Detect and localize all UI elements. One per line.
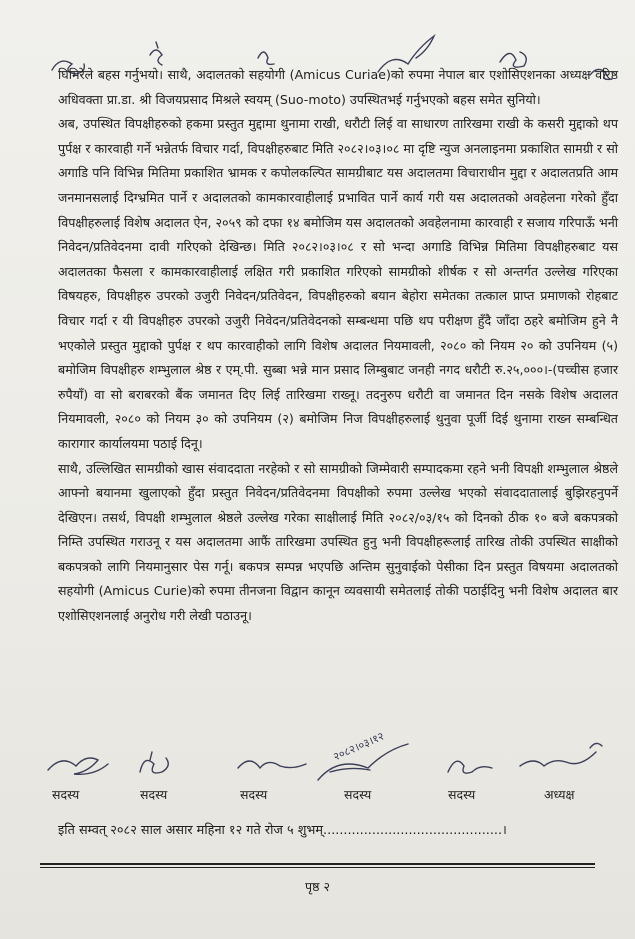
order-body xyxy=(58,63,618,629)
signature-label-member-2: सदस्य xyxy=(140,787,168,802)
signature-1 xyxy=(48,758,108,774)
divider-thin xyxy=(40,867,595,868)
paragraph-3: साथै, उल्लिखित सामग्रीको खास संवाददाता नरहेको र सो सामग्रीको जिम्मेवारी सम्पादकमा रहने भनी विपक्षी शम्भुलाल श्रेष्ठले आफ्नो बयानमा खुलाएको हुँदा प्रस्तुत निवेदन/प्रतिवेदनमा विपक्षीको रुपमा उल्लेख भएको संवाददातालाई बुझिरहनुपर्ने देखिएन। तसर्थ, विपक्षी शम्भुलाल श्रेष्ठले उल्लेख गरेका साक्षीलाई मिति २०८२/०३/१५ को दिनको ठीक १० बजे बकपत्रको निम्ति उपस्थित गराउनू र यस अदालतमा आफैं तारिखमा उपस्थित हुनु भनी विपक्षीहरूलाई तारिख तोकी उपस्थित साक्षीको बकपत्रको लागि नियमानुसार पेस गर्नू। बकपत्र सम्पन्न भएपछि अन्तिम सुनुवाईको पेसीका दिन प्रस्तुत विषयमा अदालतको सहयोगी (Amicus Curie)को रुपमा तीनजना विद्वान कानून व्यवसायी समेतलाई तोकी पठाईदिनु भनी विशेष अदालत बार एशोसिएशनलाई अनुरोध गरी लेखी पठाउनू। xyxy=(58,460,618,624)
initial-mark-2 xyxy=(150,42,162,65)
signature-label-member-5: सदस्य xyxy=(448,787,476,802)
signature-label-member-1: सदस्य xyxy=(52,787,80,802)
signature-6 xyxy=(520,743,602,766)
signature-5 xyxy=(448,761,492,773)
divider-thick xyxy=(40,863,595,865)
signature-labels xyxy=(0,786,635,810)
page-number: पृष्ठ २ xyxy=(305,879,330,894)
paragraph-1: घिमिरेले बहस गर्नुभयो। साथै, अदालतको सहयोगी (Amicus Curiae)को रुपमा नेपाल बार एशोसिएशनका अध्यक्ष वरिष्ठ अधिवक्ता प्रा.डा. श्री विजयप्रसाद मिश्रले स्वयम् (Suo-moto) उपस्थितभई गर्नुभएको बहस समेत सुनियो। xyxy=(58,67,618,107)
date-line: इति सम्वत् २०८२ साल असार महिना १२ गते रोज ५ शुभम्............................................। xyxy=(58,823,507,838)
signature-label-member-4: सदस्य xyxy=(344,787,372,802)
handwritten-date: २०८२।०३।१२ xyxy=(331,729,387,764)
paragraph-2: अब, उपस्थित विपक्षीहरुको हकमा प्रस्तुत मुद्दामा थुनामा राखी, धरौटी लिई वा साधारण तारिखमा राखी के कसरी मुद्दाको थप पुर्पक्ष र कारवाही गर्ने भन्नेतर्फ विचार गर्दा, विपक्षीहरुबाट मिति २०८२।०३।०८ मा दृष्टि न्युज अनलाइनमा प्रकाशित सामग्री र सो अगाडि पनि विभिन्न मितिमा प्रकाशित भ्रामक र कपोलकल्पित सामग्रीबाट यस अदालतमा विचाराधीन मुद्दा र अदालतप्रति आम जनमानसलाई दिग्भ्रमित पार्ने र अदालतको कामकारवाहीलाई प्रभावित पार्ने कार्य गरी यस अदालतको अवहेलना गरेको हुँदा विपक्षीहरुलाई विशेष अदालत ऐन, २०५९ को दफा १४ बमोजिम यस अदालतको अवहेलनामा कारवाही र सजाय गरिपाऊँ भनी निवेदन/प्रतिवेदनमा दावी गरिएको देखिन्छ। मिति २०८२।०३।०८ र सो भन्दा अगाडि विभिन्न मितिमा विपक्षीहरुबाट यस अदालतका फैसला र कामकारवाहीलाई लक्षित गरी प्रकाशित गरिएको सामग्रीको शीर्षक र सो अन्तर्गत उल्लेख गरिएका विषयहरु, विपक्षीहरु उपरको उजुरी निवेदन/प्रतिवेदन, विपक्षीहरुको बयान बेहोरा समेतका तत्काल प्राप्त प्रमाणको रोहबाट विचार गर्दा र यी विपक्षीहरु उपरको उजुरी निवेदन/प्रतिवेदनको सम्बन्धमा पछि थप परीक्षण हुँदै जाँदा ठहरे बमोजिम हुने नै भएकोले प्रस्तुत मुद्दाको पुर्पक्ष र थप कारवाहीको लागि विशेष अदालत नियमावली, २०८० को नियम २० को उपनियम (५) बमोजिम विपक्षीहरु शम्भुलाल श्रेष्ठ र एम्.पी. सुब्बा भन्ने मान प्रसाद लिम्बुबाट जनही नगद धरौटी रु.२५,०००।-(पच्चीस हजार रुपैयाँ) वा सो बराबरको बैंक जमानत दिए लिई तारिखमा राख्नू। तदनुरुप धरौटी वा जमानत दिन नसके विशेष अदालत नियमावली, २०८० को नियम ३० को उपनियम (२) बमोजिम निज विपक्षीहरुलाई थुनुवा पूर्जी दिई थुनामा राख्न सम्बन्धित कारागार कार्यालयमा पठाई दिनू। xyxy=(58,116,618,451)
signature-label-member-3: सदस्य xyxy=(240,787,268,802)
signature-2 xyxy=(140,752,168,773)
signature-label-chair: अध्यक्ष xyxy=(544,787,575,802)
signature-3 xyxy=(238,761,306,768)
